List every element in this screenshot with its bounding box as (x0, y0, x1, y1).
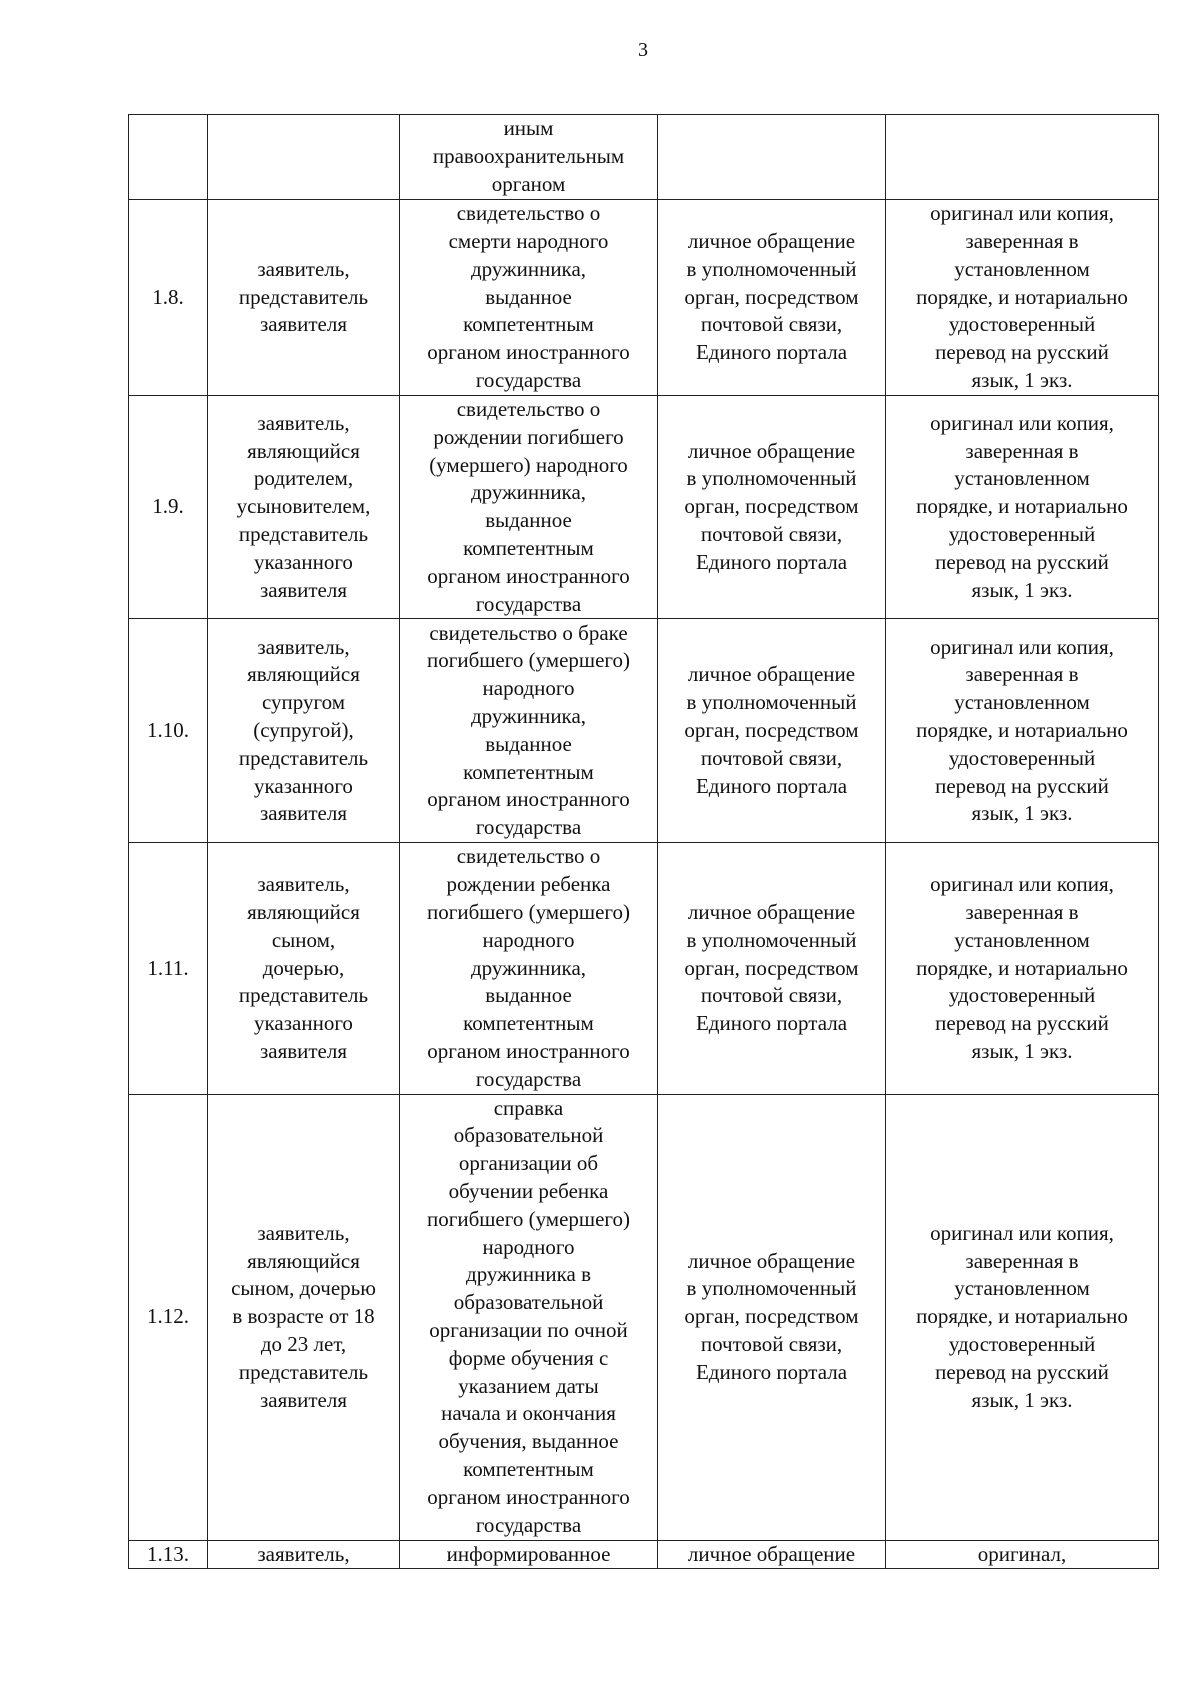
document-cell: свидетельство о рождении погибшего (умершего) народного дружинника, выданное компетентным органом иностранного государства (400, 396, 658, 619)
submission-method-cell: личное обращение в уполномоченный орган, посредством почтовой связи, Единого портала (658, 619, 886, 843)
table-row (129, 396, 1159, 619)
applicant-cell (208, 115, 400, 200)
applicant-cell: заявитель, являющийся сыном, дочерью, представитель указанного заявителя (208, 843, 400, 1094)
submission-method-cell (658, 115, 886, 200)
document-cell: свидетельство о браке погибшего (умершего) народного дружинника, выданное компетентным органом иностранного государства (400, 619, 658, 843)
document-cell: свидетельство о рождении ребенка погибшего (умершего) народного дружинника, выданное компетентным органом иностранного государства (400, 843, 658, 1094)
document-cell: информированное (400, 1540, 658, 1569)
document-form-cell: оригинал или копия, заверенная в установленном порядке, и нотариально удостоверенный перевод на русский язык, 1 экз. (886, 1094, 1159, 1540)
row-number-cell (129, 115, 208, 200)
document-form-cell (886, 115, 1159, 200)
applicant-cell: заявитель, представитель заявителя (208, 200, 400, 396)
submission-method-cell: личное обращение в уполномоченный орган, посредством почтовой связи, Единого портала (658, 396, 886, 619)
document-form-cell: оригинал, (886, 1540, 1159, 1569)
submission-method-cell: личное обращение в уполномоченный орган, посредством почтовой связи, Единого портала (658, 200, 886, 396)
document-form-cell: оригинал или копия, заверенная в установленном порядке, и нотариально удостоверенный перевод на русский язык, 1 экз. (886, 396, 1159, 619)
document-form-cell: оригинал или копия, заверенная в установленном порядке, и нотариально удостоверенный перевод на русский язык, 1 экз. (886, 200, 1159, 396)
row-number-cell: 1.8. (129, 200, 208, 396)
submission-method-cell: личное обращение (658, 1540, 886, 1569)
submission-method-cell: личное обращение в уполномоченный орган, посредством почтовой связи, Единого портала (658, 843, 886, 1094)
document-cell: свидетельство о смерти народного дружинника, выданное компетентным органом иностранного государства (400, 200, 658, 396)
document-form-cell: оригинал или копия, заверенная в установленном порядке, и нотариально удостоверенный перевод на русский язык, 1 экз. (886, 619, 1159, 843)
row-number-cell: 1.9. (129, 396, 208, 619)
table-row (129, 115, 1159, 200)
documents-table (128, 114, 1159, 1569)
row-number-cell: 1.10. (129, 619, 208, 843)
document-form-cell: оригинал или копия, заверенная в установленном порядке, и нотариально удостоверенный перевод на русский язык, 1 экз. (886, 843, 1159, 1094)
document-cell: иным правоохранительным органом (400, 115, 658, 200)
applicant-cell: заявитель, являющийся сыном, дочерью в возрасте от 18 до 23 лет, представитель заявителя (208, 1094, 400, 1540)
applicant-cell: заявитель, (208, 1540, 400, 1569)
table-row (129, 1540, 1159, 1569)
applicant-cell: заявитель, являющийся родителем, усыновителем, представитель указанного заявителя (208, 396, 400, 619)
submission-method-cell: личное обращение в уполномоченный орган, посредством почтовой связи, Единого портала (658, 1094, 886, 1540)
table-row (129, 843, 1159, 1094)
row-number-cell: 1.12. (129, 1094, 208, 1540)
table-row (129, 1094, 1159, 1540)
applicant-cell: заявитель, являющийся супругом (супругой), представитель указанного заявителя (208, 619, 400, 843)
row-number-cell: 1.13. (129, 1540, 208, 1569)
table-row (129, 200, 1159, 396)
row-number-cell: 1.11. (129, 843, 208, 1094)
table-row (129, 619, 1159, 843)
page-number: 3 (638, 39, 648, 61)
document-cell: справка образовательной организации об обучении ребенка погибшего (умершего) народного дружинника в образовательной организации по очной форме обучения с указанием даты начала и окончания обучения, выданное компетентным органом иностранного государства (400, 1094, 658, 1540)
